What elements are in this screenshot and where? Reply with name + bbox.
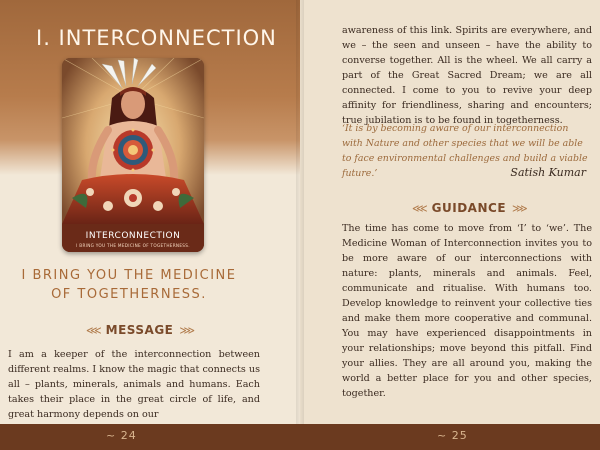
- tagline-line-1: I BRING YOU THE MEDICINE: [21, 268, 237, 283]
- tagline-line-2: OF TOGETHERNESS.: [51, 287, 207, 302]
- book-gutter: [296, 0, 304, 424]
- chevron-left-ornament-icon: ⋘: [86, 323, 100, 337]
- page-footer: [0, 424, 600, 450]
- page-number-left: [106, 429, 137, 442]
- tilde-ornament-icon: ~: [437, 429, 448, 442]
- quote-author: Satish Kumar: [510, 166, 586, 179]
- left-page: [0, 0, 300, 424]
- oracle-card-image: [62, 58, 204, 252]
- pull-quote: ‘It is by becoming aware of our interconnection with Nature and other species that we will be able to face environmental challenges and build a viable future.’: [342, 123, 588, 179]
- message-heading-label: MESSAGE: [105, 323, 174, 337]
- guidance-heading-label: GUIDANCE: [431, 201, 507, 215]
- guidance-text: The time has come to move from ‘I’ to ‘we’. The Medicine Woman of Interconnection invites you to be more aware of our interconnections with nature: plants, minerals and animals. Feel, communicate and ritualise. With humans too. Develop knowledge to reinvent your collective ties and make them more cooperative and communal. You may have experienced disappointments in your relationships; move beyond this pitfall. Find your allies. They are all around you, making the world a better place for you and other species, together.: [342, 223, 592, 399]
- page-number-right: [437, 429, 468, 442]
- message-text: I am a keeper of the interconnection between different realms. I know the magic that connects us all – plants, minerals, animals and humans. Each takes their place in the great circle of life, and great harmony depends on our: [8, 349, 260, 420]
- tilde-ornament-icon: ~: [106, 429, 117, 442]
- guidance-heading: [412, 201, 526, 215]
- message-heading: [86, 323, 193, 337]
- chapter-title: I. INTERCONNECTION: [36, 26, 277, 50]
- page-number-left-value: 24: [120, 429, 137, 442]
- card-subtitle: I BRING YOU THE MEDICINE OF TOGETHERNESS.: [76, 243, 190, 248]
- chevron-left-ornament-icon: ⋘: [412, 201, 426, 215]
- chevron-right-ornament-icon: ⋙: [512, 201, 526, 215]
- tagline: [0, 266, 258, 304]
- message-continued-text: awareness of this link. Spirits are everywhere, and we – the seen and unseen – have the ability to converse together. All is the wheel. We all carry a part of the Great Sacred Dream; we are all connected. I come to you to revive your deep affinity for friendliness, sharing and encounters; true jubilation is to be found in togetherness.: [342, 25, 592, 126]
- page-number-right-value: 25: [451, 429, 468, 442]
- chevron-right-ornament-icon: ⋙: [179, 323, 194, 337]
- right-page: [300, 0, 600, 424]
- card-title: INTERCONNECTION: [85, 231, 181, 241]
- medicine-woman-illustration: [62, 58, 204, 252]
